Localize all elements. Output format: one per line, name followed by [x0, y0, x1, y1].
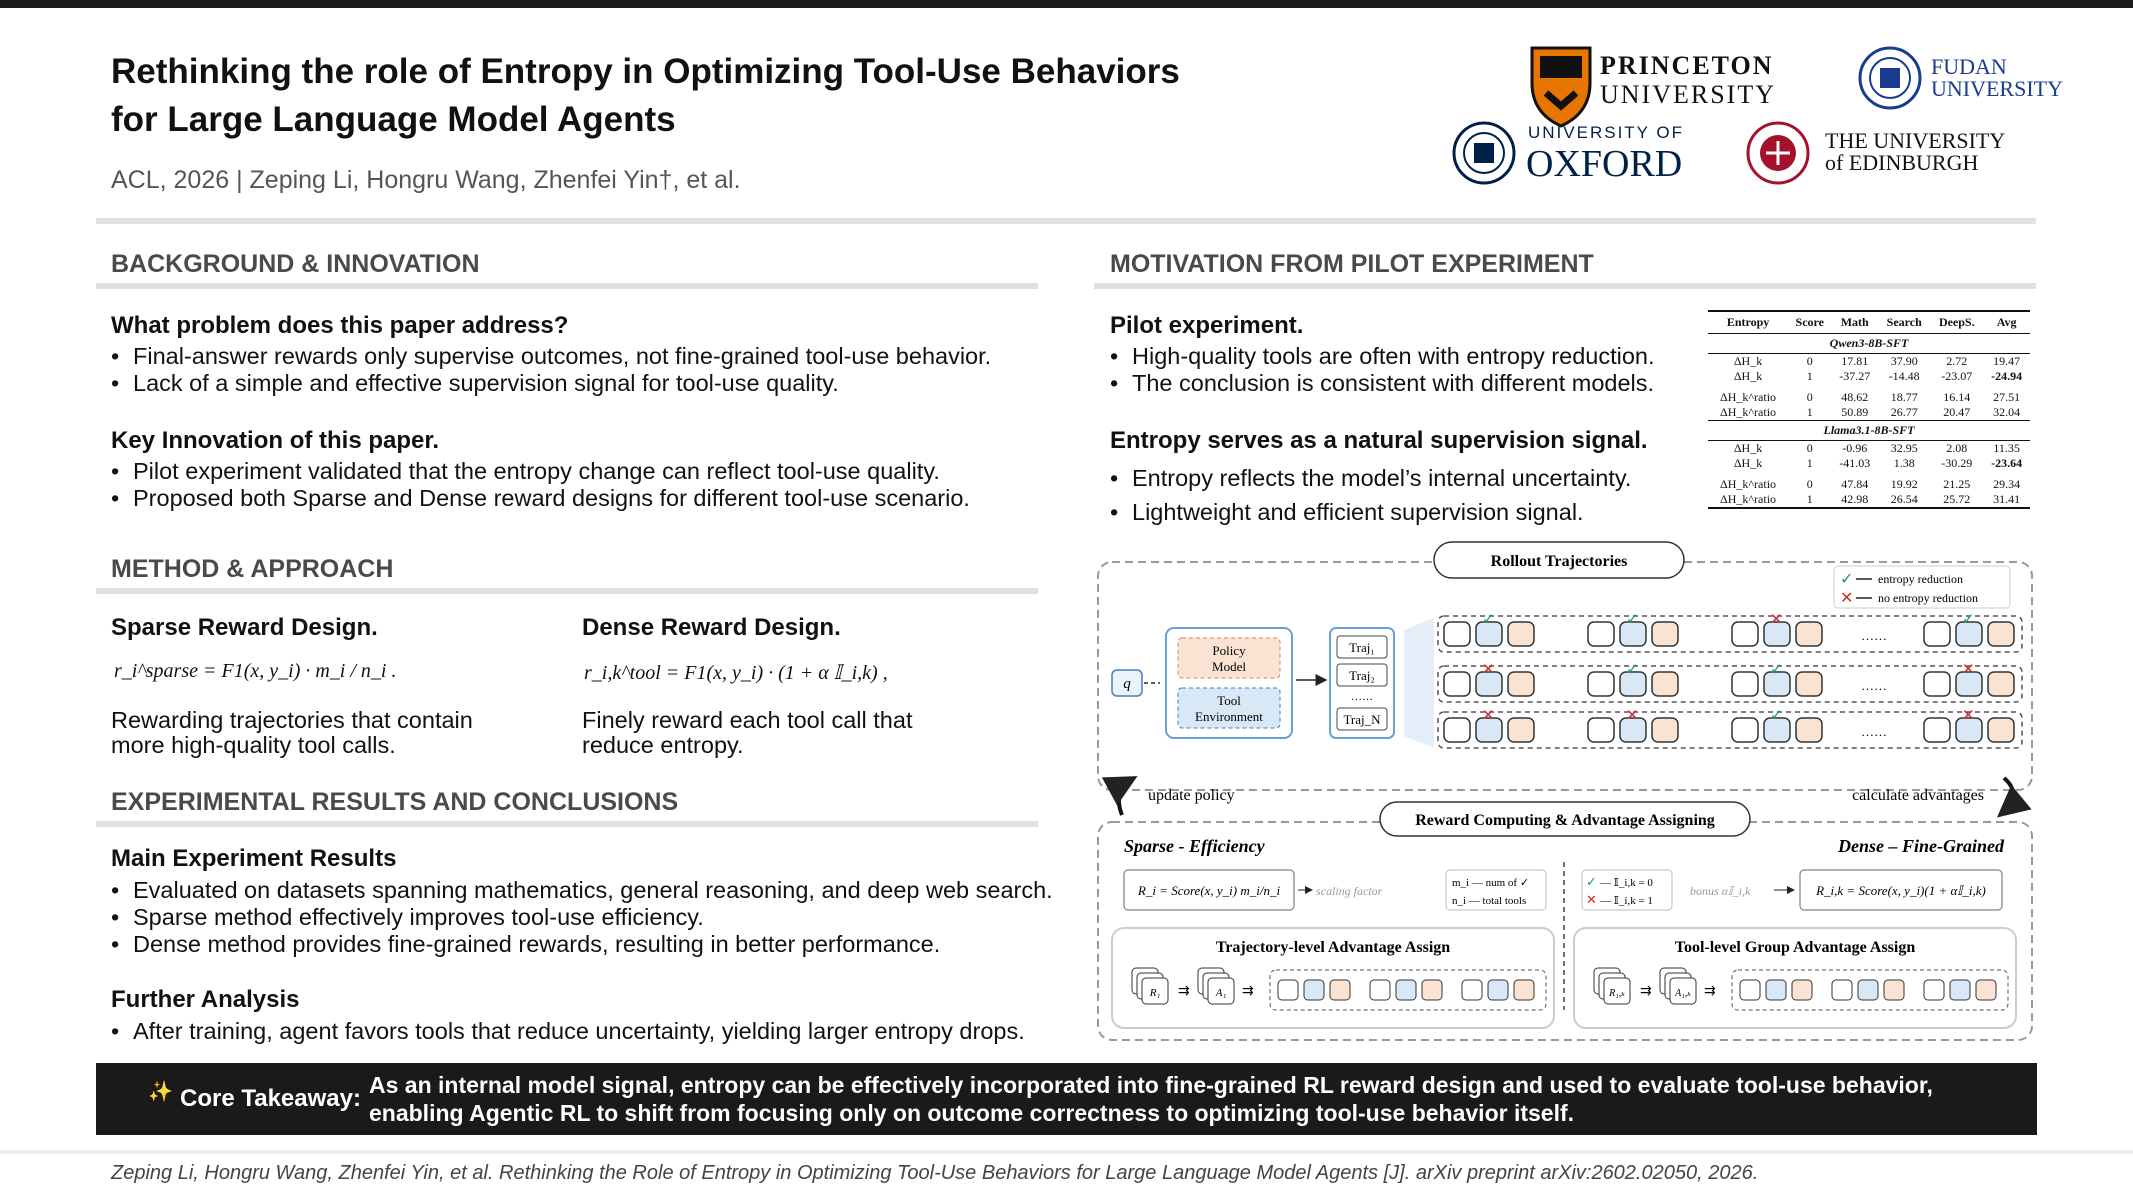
- table-header-cell: Avg: [1983, 311, 2030, 334]
- edinburgh-name-1: THE UNIVERSITY: [1825, 128, 2006, 153]
- princeton-name-2: UNIVERSITY: [1600, 80, 1776, 109]
- table-cell: 19.47: [1993, 354, 2021, 368]
- table-cell: 31.41: [1983, 492, 2030, 508]
- check-icon: ✓: [1770, 707, 1783, 724]
- query-label: q: [1123, 676, 1131, 692]
- token-box: [1444, 718, 1470, 742]
- table-cell: 19.92: [1890, 477, 1918, 491]
- dense-desc-line: reduce entropy.: [582, 732, 744, 758]
- sparse-formula: r_i^sparse = F1(x, y_i) · m_i / n_i .: [114, 660, 397, 682]
- cross-icon: ✕: [1840, 590, 1854, 607]
- table-cell: 1: [1788, 492, 1831, 508]
- policy-model-label: Model: [1212, 659, 1246, 674]
- motivation-heading: MOTIVATION FROM PILOT EXPERIMENT: [1110, 250, 1594, 278]
- fudan-name-2: UNIVERSITY: [1931, 76, 2063, 101]
- calc-arrow-icon: [2000, 778, 2013, 815]
- advantage-token: [1514, 980, 1534, 1000]
- entropy-results-table: [1708, 310, 2030, 509]
- update-arrow-icon: [1119, 778, 1134, 815]
- arrow-icon: ⇉: [1242, 982, 1254, 998]
- table-row: [1708, 354, 2030, 370]
- table-row: [1708, 369, 2030, 384]
- dense-finegrained-title: Dense – Fine-Grained: [1838, 836, 2004, 856]
- table-cell: 17.81: [1841, 354, 1869, 368]
- table-cell: 0: [1806, 390, 1813, 404]
- table-row: [1708, 441, 2030, 457]
- innovation-bullets: [111, 458, 970, 512]
- token-box: [1988, 672, 2014, 696]
- table-row: [1708, 471, 2030, 492]
- advantage-token: [1884, 980, 1904, 1000]
- dense-reward-formula: R_i,k = Score(x, y_i)(1 + α𝕀_i,k): [1816, 883, 1986, 898]
- row-dots: ……: [1861, 678, 1887, 693]
- pilot-heading: Pilot experiment.: [1110, 312, 1304, 339]
- traj-label: Traj₂: [1349, 668, 1375, 683]
- reward-title: Reward Computing & Advantage Assigning: [1415, 812, 1715, 829]
- citation-footer: Zeping Li, Hongru Wang, Zhenfei Yin, et al. Rethinking the Role of Entropy in Optimizing Tool-Use Behaviors for Large Language Model Agents [J]. arXiv preprint arXiv:2602.02050, 2026.: [111, 1162, 1759, 1184]
- token-box: [1652, 718, 1678, 742]
- token-box: [1796, 718, 1822, 742]
- dense-desc-line: Finely reward each tool call that: [582, 707, 913, 733]
- table-cell: ΔH_k^ratio: [1720, 477, 1777, 491]
- a1k-label: A₁,ₖ: [1675, 988, 1691, 999]
- sparse-reward-formula: R_i = Score(x, y_i) m_i/n_i: [1137, 883, 1281, 898]
- advantage-token: [1488, 980, 1508, 1000]
- main-results-bullets: [111, 877, 1053, 958]
- list-item: • Entropy reflects the model’s internal uncertainty.: [1110, 461, 1631, 495]
- section-divider: [96, 588, 1038, 594]
- innovation-heading: Key Innovation of this paper.: [111, 427, 440, 454]
- traj-label: Traj_N: [1343, 712, 1381, 727]
- table-header-cell: DeepS.: [1930, 311, 1983, 334]
- rollout-title: Rollout Trajectories: [1490, 553, 1628, 570]
- advantage-token: [1976, 980, 1996, 1000]
- indicator-0: — 𝕀_i,k = 0: [1600, 877, 1653, 889]
- check-icon: ✓: [1770, 661, 1783, 678]
- list-item: • Final-answer rewards only supervise outcomes, not fine-grained tool-use behavior.: [111, 343, 991, 370]
- edinburgh-name-2: of EDINBURGH: [1825, 150, 1979, 175]
- dense-description: [582, 708, 912, 758]
- advantage-token: [1422, 980, 1442, 1000]
- r1-label: R₁: [1149, 987, 1161, 999]
- table-header-cell: Score: [1788, 311, 1831, 334]
- advantage-token: [1370, 980, 1390, 1000]
- table-cell: -37.27: [1839, 369, 1871, 383]
- a1-label: A₁: [1215, 987, 1227, 999]
- takeaway-text: As an internal model signal, entropy can be effectively incorporated into fine-grained RL reward design and used to evaluate tool-use behavior, enabling Agentic RL to shift from focusing only on outcome correctness to optimizing tool-use behavior itself.: [369, 1072, 1933, 1126]
- oxford-seal-icon: [1454, 123, 1514, 183]
- table-cell: 48.62: [1841, 390, 1869, 404]
- table-cell: -0.96: [1842, 441, 1868, 455]
- fudan-seal-icon: [1860, 48, 1920, 108]
- section-divider: [1094, 283, 2036, 289]
- scaling-factor-label: scaling factor: [1316, 884, 1383, 898]
- table-cell: 37.90: [1890, 354, 1918, 368]
- table-cell: ΔH_k^ratio: [1708, 492, 1788, 508]
- table-row: [1708, 384, 2030, 405]
- table-cell: 1: [1806, 369, 1813, 383]
- table-header-row: [1708, 311, 2030, 334]
- list-item: • Pilot experiment validated that the entropy change can reflect tool-use quality.: [111, 458, 970, 485]
- princeton-shield-icon: [1532, 48, 1590, 126]
- table-cell: -24.94: [1991, 369, 2023, 383]
- list-item: • After training, agent favors tools that reduce uncertainty, yielding larger entropy drops.: [111, 1018, 1025, 1045]
- table-cell: -41.03: [1839, 456, 1871, 470]
- tool-advantage-title: Tool-level Group Advantage Assign: [1674, 939, 1916, 956]
- table-row: [1708, 405, 2030, 421]
- table-cell: 1.38: [1893, 456, 1915, 470]
- check-icon: ✓: [1626, 611, 1639, 628]
- indicator-1: — 𝕀_i,k = 1: [1600, 895, 1653, 907]
- princeton-name-1: PRINCETON: [1600, 51, 1774, 80]
- arrow-icon: ⇉: [1178, 982, 1190, 998]
- token-box: [1652, 672, 1678, 696]
- token-box: [1924, 622, 1950, 646]
- tool-env-label: Tool: [1217, 693, 1241, 708]
- list-item: • Lack of a simple and effective supervision signal for tool-use quality.: [111, 370, 991, 397]
- dense-formula: r_i,k^tool = F1(x, y_i) · (1 + α 𝕀_i,k) ,: [584, 662, 888, 684]
- table-cell: -14.48: [1888, 369, 1920, 383]
- table-cell: -23.07: [1941, 369, 1973, 383]
- advantage-token: [1396, 980, 1416, 1000]
- table-cell: ΔH_k^ratio: [1720, 405, 1777, 419]
- title-line-2: for Large Language Model Agents: [111, 100, 676, 139]
- table-cell: 25.72: [1930, 492, 1983, 508]
- advantage-token: [1792, 980, 1812, 1000]
- cross-icon: ✕: [1962, 707, 1975, 724]
- advantage-token: [1766, 980, 1786, 1000]
- token-box: [1652, 622, 1678, 646]
- token-box: [1508, 718, 1534, 742]
- table-cell: ΔH_k: [1733, 441, 1763, 455]
- table-cell: 27.51: [1993, 390, 2021, 404]
- arrow-icon: ⇉: [1640, 982, 1652, 998]
- check-icon: ✓: [1586, 874, 1597, 889]
- table-cell: 32.95: [1890, 441, 1918, 455]
- table-cell: 47.84: [1841, 477, 1869, 491]
- table-cell: 2.72: [1946, 354, 1968, 368]
- table-row: [1708, 456, 2030, 471]
- token-box: [1588, 672, 1614, 696]
- cross-icon: ✕: [1770, 611, 1783, 628]
- advantage-token: [1950, 980, 1970, 1000]
- table-cell: ΔH_k: [1733, 369, 1763, 383]
- section-divider: [96, 283, 1038, 289]
- edinburgh-seal-icon: [1748, 123, 1808, 183]
- check-icon: ✓: [1962, 611, 1975, 628]
- row-dots: ……: [1861, 628, 1887, 643]
- table-cell: 0: [1806, 441, 1813, 455]
- table-cell: ΔH_k^ratio: [1720, 390, 1777, 404]
- advantage-token: [1462, 980, 1482, 1000]
- arrow-icon: ⇉: [1704, 982, 1716, 998]
- token-box: [1732, 672, 1758, 696]
- table-cell: ΔH_k: [1733, 354, 1763, 368]
- advantage-token: [1858, 980, 1878, 1000]
- token-box: [1988, 718, 2014, 742]
- table-cell: 2.08: [1946, 441, 1968, 455]
- table-cell: 20.47: [1943, 405, 1971, 419]
- advantage-token: [1924, 980, 1944, 1000]
- header-divider: [96, 218, 2036, 224]
- table-cell: 11.35: [1993, 441, 2020, 455]
- results-heading: EXPERIMENTAL RESULTS AND CONCLUSIONS: [111, 788, 679, 816]
- token-box: [1732, 718, 1758, 742]
- row-dots: ……: [1861, 724, 1887, 739]
- update-policy-label: update policy: [1148, 787, 1235, 804]
- further-analysis-bullets: [111, 1018, 1025, 1045]
- traj-label: Traj₁: [1349, 640, 1375, 655]
- section-divider: [96, 821, 1038, 827]
- check-icon: ✓: [1840, 571, 1854, 588]
- fan-shape: [1404, 618, 1434, 748]
- token-box: [1508, 622, 1534, 646]
- token-box: [1508, 672, 1534, 696]
- token-box: [1924, 672, 1950, 696]
- cross-icon: ✕: [1482, 661, 1495, 678]
- token-box: [1796, 622, 1822, 646]
- cross-icon: ✕: [1626, 707, 1639, 724]
- n-label: n_i — total tools: [1452, 895, 1527, 907]
- token-box: [1444, 672, 1470, 696]
- calc-advantages-label: calculate advantages: [1852, 787, 1984, 804]
- check-icon: ✓: [1482, 611, 1495, 628]
- problem-heading: What problem does this paper address?: [111, 312, 569, 339]
- advantage-token: [1330, 980, 1350, 1000]
- fudan-name-1: FUDAN: [1931, 54, 2007, 79]
- token-box: [1444, 622, 1470, 646]
- institution-logos: [1450, 38, 2063, 198]
- table-cell: 32.04: [1993, 405, 2021, 419]
- takeaway-label: Core Takeaway:: [180, 1085, 361, 1112]
- further-analysis-heading: Further Analysis: [111, 986, 300, 1013]
- background-heading: BACKGROUND & INNOVATION: [111, 250, 480, 278]
- cross-icon: ✕: [1586, 892, 1597, 907]
- traj-dots: ……: [1351, 691, 1373, 703]
- token-box: [1796, 672, 1822, 696]
- token-groups: [1444, 611, 2014, 742]
- advantage-token: [1832, 980, 1852, 1000]
- advantage-token: [1304, 980, 1324, 1000]
- framework-diagram: [1094, 540, 2034, 1045]
- check-icon: ✓: [1626, 661, 1639, 678]
- sparse-efficiency-title: Sparse - Efficiency: [1124, 836, 1265, 856]
- authors-line: ACL, 2026 | Zeping Li, Hongru Wang, Zhenfei Yin†, et al.: [111, 166, 741, 194]
- method-heading: METHOD & APPROACH: [111, 555, 394, 583]
- problem-bullets: [111, 343, 991, 397]
- list-item: • Lightweight and efficient supervision signal.: [1110, 495, 1631, 529]
- sparse-heading: Sparse Reward Design.: [111, 614, 378, 641]
- cross-icon: ✕: [1962, 661, 1975, 678]
- table-cell: 26.77: [1890, 405, 1918, 419]
- oxford-name-1: UNIVERSITY OF: [1528, 123, 1685, 142]
- tool-env-label: Environment: [1195, 709, 1263, 724]
- signal-heading: Entropy serves as a natural supervision signal.: [1110, 427, 1648, 454]
- table-row: [1708, 492, 2030, 508]
- top-bar: [0, 0, 2133, 8]
- dense-heading: Dense Reward Design.: [582, 614, 841, 641]
- table-header-cell: Entropy: [1708, 311, 1788, 334]
- token-box: [1988, 622, 2014, 646]
- footer-divider: [0, 1150, 2133, 1154]
- table-header-cell: Search: [1878, 311, 1930, 334]
- token-box: [1732, 622, 1758, 646]
- list-item: • Sparse method effectively improves tool-use efficiency.: [111, 904, 1053, 931]
- table-cell: 21.25: [1943, 477, 1971, 491]
- table-cell: 0: [1806, 477, 1813, 491]
- list-item: • High-quality tools are often with entropy reduction.: [1110, 343, 1655, 370]
- table-cell: 26.54: [1878, 492, 1930, 508]
- list-item: • The conclusion is consistent with different models.: [1110, 370, 1655, 397]
- main-results-heading: Main Experiment Results: [111, 845, 397, 872]
- oxford-name-2: OXFORD: [1526, 143, 1683, 185]
- legend-no: no entropy reduction: [1878, 591, 1978, 605]
- table-group-label: Llama3.1-8B-SFT: [1708, 421, 2030, 441]
- r1k-label: R₁,ₖ: [1609, 988, 1625, 999]
- core-takeaway-banner: [96, 1063, 2037, 1135]
- sparse-desc-line: more high-quality tool calls.: [111, 732, 396, 758]
- policy-model-label: Policy: [1212, 643, 1246, 658]
- sparse-desc-line: Rewarding trajectories that contain: [111, 707, 473, 733]
- cross-icon: ✕: [1482, 707, 1495, 724]
- table-header-cell: Math: [1831, 311, 1878, 334]
- paper-title: [111, 48, 1211, 144]
- title-line-1: Rethinking the role of Entropy in Optimizing Tool-Use Behaviors: [111, 52, 1180, 91]
- table-cell: 16.14: [1943, 390, 1971, 404]
- m-label: m_i — num of ✓: [1452, 877, 1530, 889]
- table-cell: 18.77: [1890, 390, 1918, 404]
- legend-yes: entropy reduction: [1878, 572, 1963, 586]
- signal-bullets: [1110, 461, 1631, 529]
- list-item: • Evaluated on datasets spanning mathematics, general reasoning, and deep web search.: [111, 877, 1053, 904]
- advantage-token: [1740, 980, 1760, 1000]
- sparse-description: [111, 708, 473, 758]
- table-cell: ΔH_k: [1733, 456, 1763, 470]
- trajectory-advantage-title: Trajectory-level Advantage Assign: [1215, 939, 1451, 956]
- token-box: [1924, 718, 1950, 742]
- list-item: • Proposed both Sparse and Dense reward designs for different tool-use scenario.: [111, 485, 970, 512]
- table-cell: 0: [1806, 354, 1813, 368]
- table-cell: 1: [1806, 405, 1813, 419]
- pilot-bullets: [1110, 343, 1655, 397]
- token-box: [1588, 718, 1614, 742]
- table-group-label: Qwen3-8B-SFT: [1708, 334, 2030, 354]
- table-cell: 29.34: [1993, 477, 2021, 491]
- table-cell: 50.89: [1841, 405, 1869, 419]
- bonus-label: bonus α𝕀_i,k: [1690, 884, 1751, 898]
- advantage-token: [1278, 980, 1298, 1000]
- table-cell: -23.64: [1991, 456, 2023, 470]
- sparkle-icon: ✨: [148, 1081, 173, 1103]
- table-cell: 1: [1806, 456, 1813, 470]
- table-cell: -30.29: [1941, 456, 1973, 470]
- token-box: [1588, 622, 1614, 646]
- table-cell: 42.98: [1831, 492, 1878, 508]
- list-item: • Dense method provides fine-grained rewards, resulting in better performance.: [111, 931, 1053, 958]
